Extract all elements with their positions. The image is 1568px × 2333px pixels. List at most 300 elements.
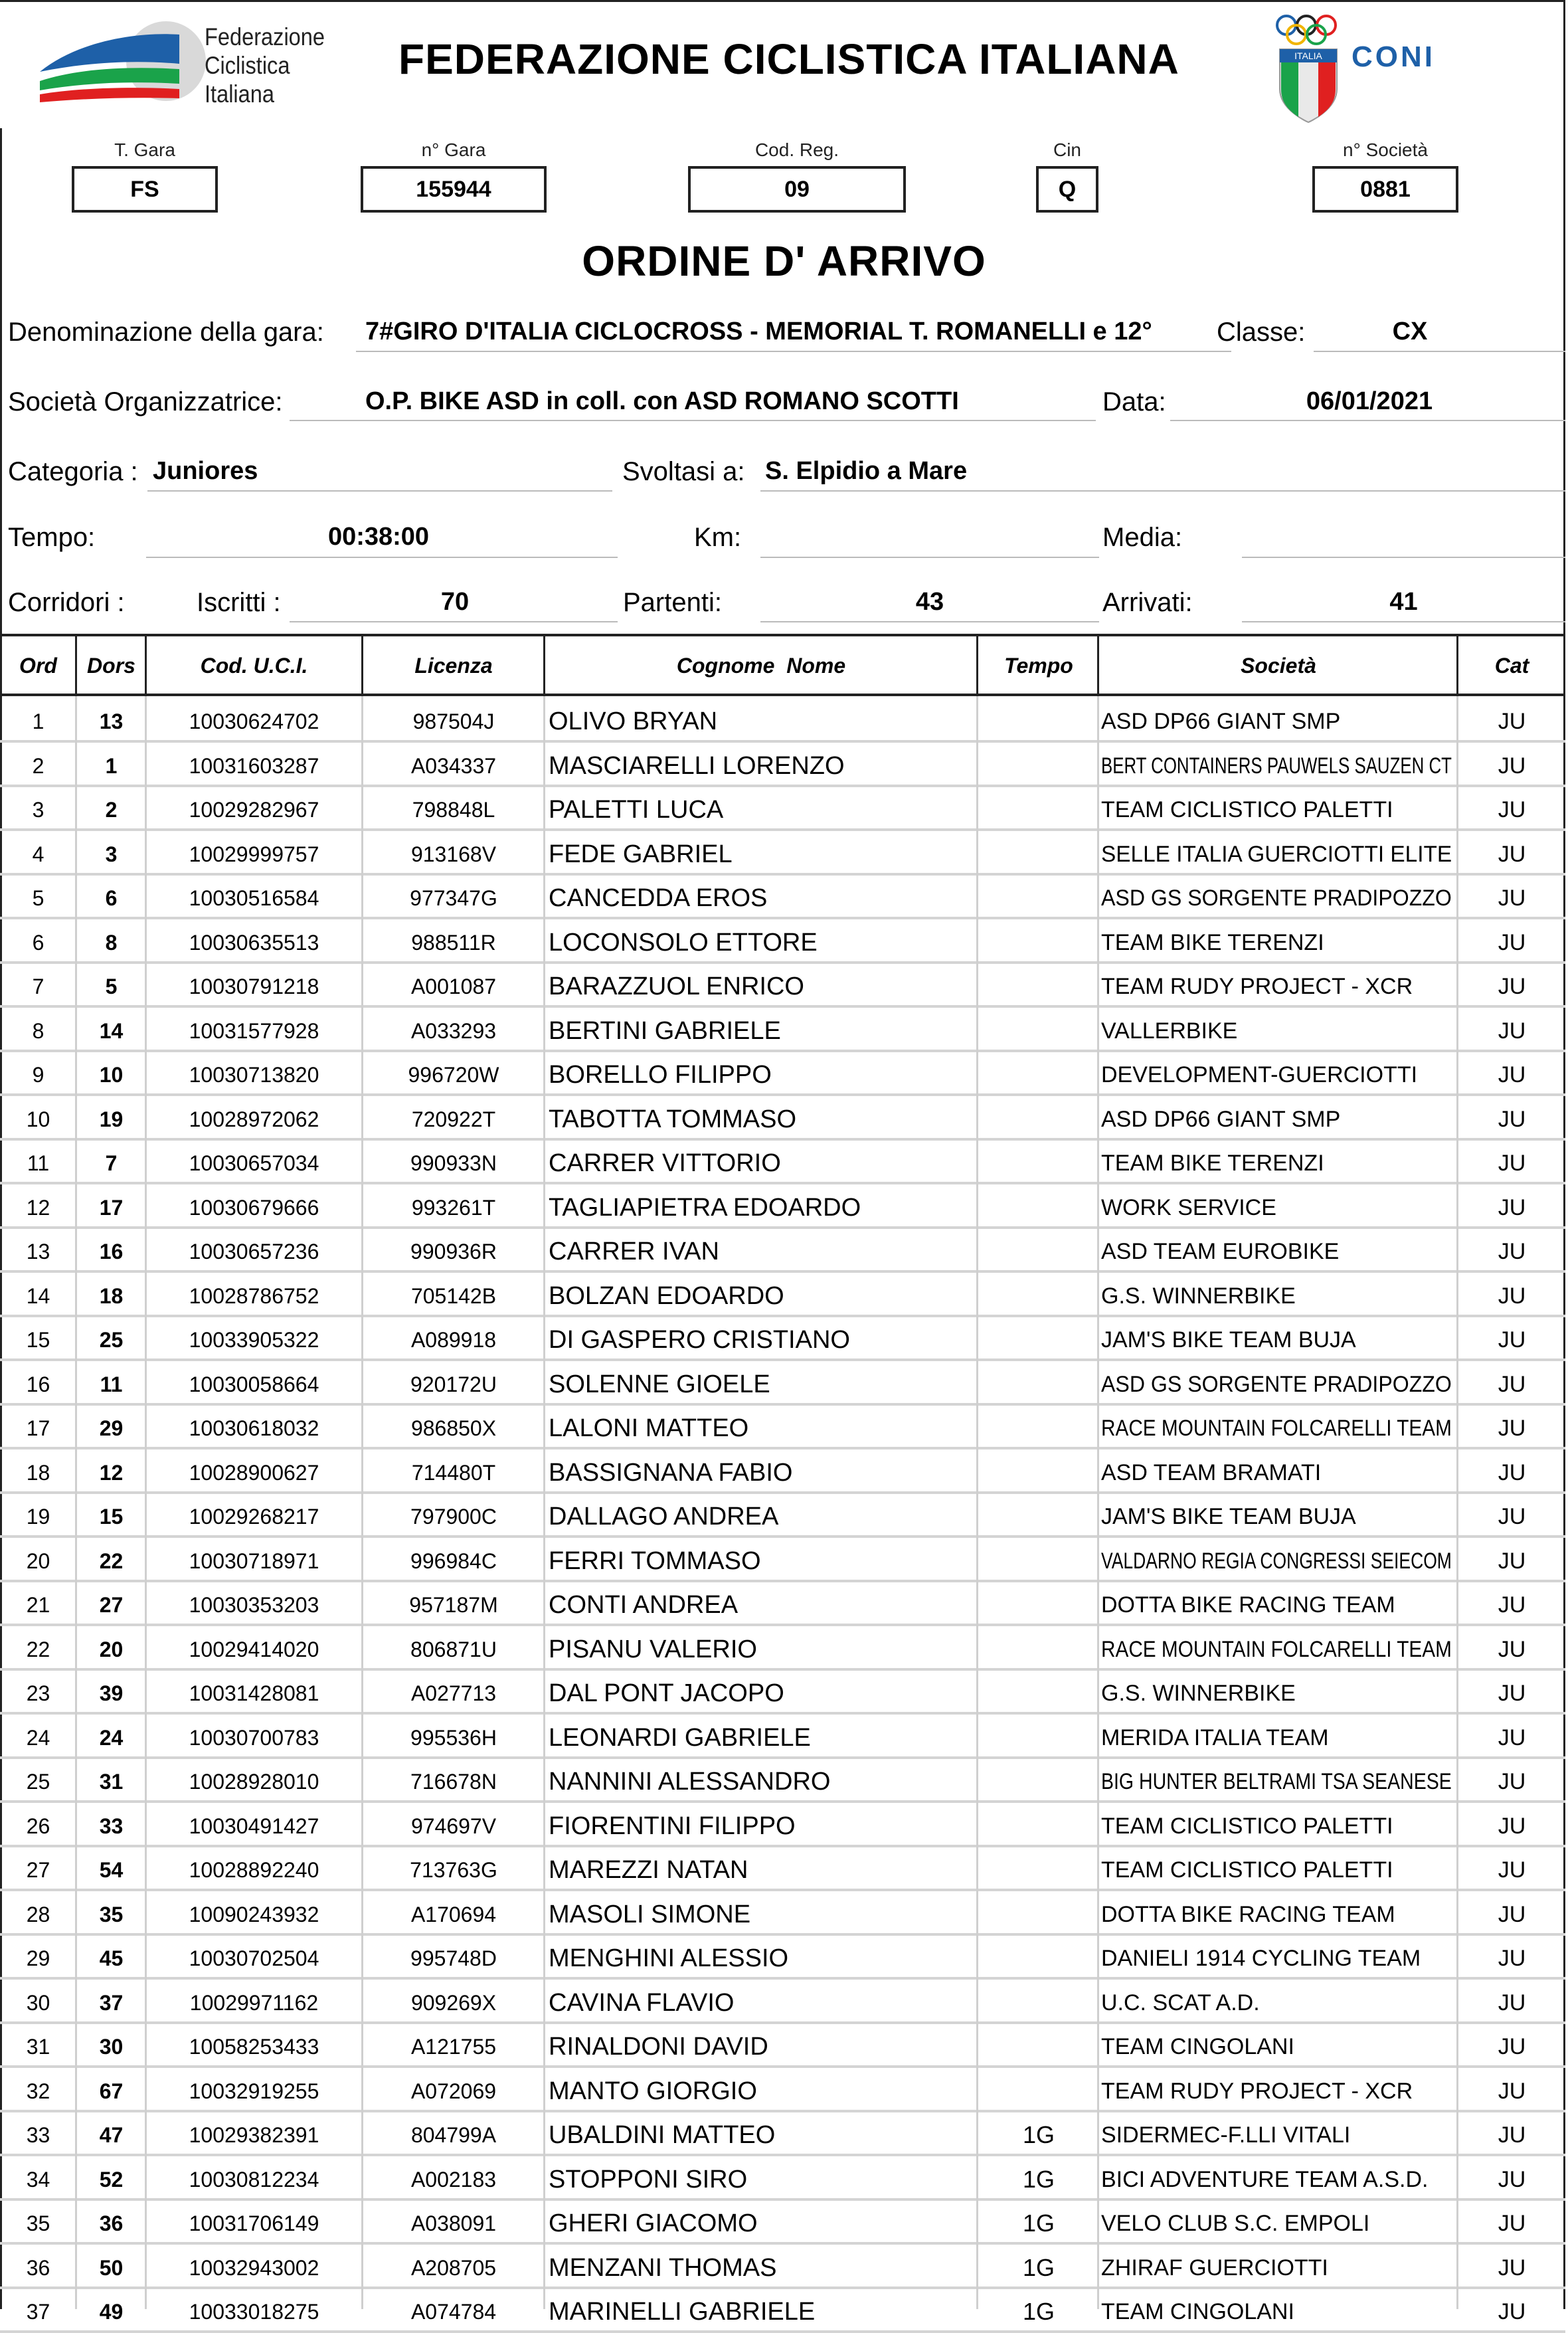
col-divider [145,696,147,2309]
fci-logo-text [205,23,325,108]
cell-tempo [978,1714,1099,1756]
cell-tempo [978,1537,1099,1580]
cell-licenza: 995536H [410,1726,497,1750]
cell-ord: 20 [26,1549,50,1573]
cell-nome: LALONI MATTEO [549,1414,749,1442]
cell-ord: 17 [26,1416,50,1440]
cell-societa-text: ZHIRAF GUERCIOTTI [1101,2255,1328,2281]
table-row [0,1051,1565,1093]
cell-cat: JU [1498,1592,1526,1618]
cell-cat: JU [1498,2255,1526,2281]
col-divider [145,635,147,696]
fci-logo-line: Federazione [205,23,325,50]
cell-tempo [978,1979,1099,2021]
cell-uci: 10030718971 [189,1549,319,1573]
cell-societa-text: VELO CLUB S.C. EMPOLI [1101,2211,1370,2236]
cell-societa-text: JAM'S BIKE TEAM BUJA [1101,1504,1356,1529]
iscritti-label: Iscritti : [197,588,281,617]
underline [356,351,1231,352]
cell-uci: 10030516584 [189,886,319,910]
cell-uci: 10028786752 [189,1284,319,1308]
cell-licenza: 996984C [410,1549,497,1573]
cell-uci: 10030791218 [189,975,319,998]
societa-org-value: O.P. BIKE ASD in coll. con ASD ROMANO SCOTTI [365,387,959,415]
cell-dors: 20 [99,1637,124,1661]
cell-nome: PALETTI LUCA [549,796,724,824]
classe-value: CX [1392,318,1428,345]
cell-ord: 30 [26,1991,50,2015]
table-row [0,1139,1565,1182]
cell-dors: 35 [99,1903,124,1926]
cell-licenza: 957187M [409,1593,498,1617]
cell-societa-text: G.S. WINNERBIKE [1101,1681,1296,1706]
cell-societa-text: TEAM RUDY PROJECT - XCR [1101,2079,1413,2104]
cell-societa [1101,1626,1460,1668]
underline [1170,420,1565,421]
col-divider [75,635,77,696]
cell-licenza: 977347G [410,886,497,910]
box-label-cod-reg: Cod. Reg. [754,140,839,160]
cell-societa [1101,742,1460,785]
coni-logo-icon [1272,11,1444,130]
cell-uci: 10033905322 [189,1328,319,1352]
cell-tempo [978,1360,1099,1403]
cell-nome: STOPPONI SIRO [549,2166,748,2193]
cell-dors: 37 [99,1991,124,2015]
col-divider [75,696,77,2309]
cell-nome: PISANU VALERIO [549,1635,757,1663]
table-row [0,1537,1565,1580]
cell-licenza: A170694 [410,1903,497,1926]
cell-tempo [978,1581,1099,1624]
cell-licenza: 988511R [411,931,496,955]
cell-societa [1101,1051,1460,1093]
cell-licenza: 804799A [410,2123,497,2147]
cell-licenza: A033293 [410,1019,497,1043]
cell-tempo [978,830,1099,873]
cell-ord: 13 [26,1240,50,1263]
cell-nome: MARINELLI GABRIELE [549,2298,816,2326]
cell-tempo [978,1316,1099,1358]
cell-tempo [978,1051,1099,1093]
cell-uci: 10030812234 [189,2168,319,2192]
box-cod-reg: 09 [688,166,906,213]
cell-tempo [978,919,1099,961]
cell-dors: 27 [99,1593,124,1617]
cell-societa-text: TEAM CINGOLANI [1101,2034,1294,2059]
cell-dors: 29 [99,1416,124,1440]
cell-licenza: 974697V [410,1814,497,1838]
row-divider [0,2330,1565,2333]
col-header-nome: Cognome Nome [676,654,846,678]
cell-dors: 52 [99,2168,124,2192]
cell-licenza: 920172U [410,1372,497,1396]
table-row [0,1449,1565,1491]
col-header-societa: Società [1241,654,1316,678]
cell-dors: 15 [99,1505,124,1529]
cell-societa-text: SELLE ITALIA GUERCIOTTI ELITE [1101,842,1452,867]
cell-societa [1101,1934,1460,1977]
table-row [0,1714,1565,1756]
cell-uci: 10030624702 [189,709,319,733]
table-row [0,1360,1565,1403]
table-row [0,1934,1565,1977]
cell-societa [1101,2244,1460,2286]
cell-uci: 10030657236 [189,1240,319,1263]
cell-societa [1101,1184,1460,1226]
cell-cat: JU [1498,1637,1526,1662]
cell-cat: JU [1498,753,1526,779]
cell-societa [1101,919,1460,961]
cell-cat: JU [1498,1107,1526,1132]
cell-societa-text: RACE MOUNTAIN FOLCARELLI TEAM [1101,1637,1452,1662]
cell-ord: 14 [26,1284,50,1308]
cell-uci: 10030679666 [189,1196,319,1220]
cell-societa [1101,963,1460,1005]
cell-uci: 10030491427 [189,1814,319,1838]
cell-nome: OLIVO BRYAN [549,707,718,735]
cell-uci: 10030700783 [189,1726,319,1750]
box-label-n-societa: n° Società [1343,140,1428,160]
cell-cat: JU [1498,1018,1526,1044]
arrivati-label: Arrivati: [1102,588,1193,617]
cell-cat: JU [1498,1814,1526,1839]
cell-societa [1101,1846,1460,1889]
cell-licenza: A038091 [410,2211,497,2235]
cell-dors: 47 [99,2123,124,2147]
cell-cat: JU [1498,1681,1526,1706]
cell-ord: 37 [26,2300,50,2324]
underline [760,557,1099,558]
cell-dors: 45 [99,1946,124,1970]
cell-licenza: 909269X [410,1991,497,2015]
cell-tempo [978,1846,1099,1889]
partenti-label: Partenti: [623,588,722,617]
cell-ord: 3 [32,798,44,822]
cell-ord: 24 [26,1726,50,1750]
cell-uci: 10029971162 [189,1991,319,2015]
cell-dors: 30 [99,2035,124,2059]
cell-societa-text: MERIDA ITALIA TEAM [1101,1725,1329,1750]
cell-ord: 10 [26,1107,50,1131]
table-row [0,2244,1565,2286]
cell-dors: 67 [99,2079,124,2103]
cell-licenza: 716678N [410,1770,497,1794]
table-row [0,698,1565,740]
cell-nome: MENZANI THOMAS [549,2254,777,2282]
cell-societa [1101,2111,1460,2154]
coni-logo-name: CONI [1351,41,1435,73]
cell-dors: 18 [99,1284,124,1308]
cell-societa [1101,1714,1460,1756]
cell-tempo [978,1758,1099,1800]
cell-dors: 49 [99,2300,124,2324]
col-divider [543,635,545,696]
cell-tempo: 1G [1022,2209,1055,2237]
cell-societa [1101,1758,1460,1800]
cell-cat: JU [1498,2299,1526,2324]
table-row [0,2156,1565,2198]
cell-licenza: A002183 [410,2168,497,2192]
cell-societa [1101,1228,1460,1270]
cell-nome: FEDE GABRIEL [549,840,733,868]
cell-nome: DAL PONT JACOPO [549,1679,784,1707]
table-row [0,1891,1565,1933]
cell-cat: JU [1498,1416,1526,1441]
cell-nome: DALLAGO ANDREA [549,1503,779,1531]
cell-tempo [978,1095,1099,1138]
cell-societa [1101,1404,1460,1447]
cell-societa-text: ASD GS SORGENTE PRADIPOZZO [1101,1372,1452,1397]
cell-societa-text: TEAM BIKE TERENZI [1101,930,1324,955]
cell-uci: 10032919255 [189,2079,319,2103]
cell-tempo [978,1007,1099,1050]
cell-societa-text: DEVELOPMENT-GUERCIOTTI [1101,1062,1418,1087]
cell-dors: 19 [99,1107,124,1131]
cell-uci: 10031603287 [189,754,319,778]
cell-cat: JU [1498,2034,1526,2059]
col-divider [976,696,978,2309]
cell-societa-text: TEAM RUDY PROJECT - XCR [1101,974,1413,999]
cell-ord: 15 [26,1328,50,1352]
cell-nome: BOLZAN EDOARDO [549,1282,784,1310]
cell-cat: JU [1498,974,1526,999]
cell-ord: 32 [26,2079,50,2103]
cell-tempo [978,1802,1099,1845]
cell-licenza: A208705 [410,2256,497,2280]
cell-dors: 24 [99,1726,124,1750]
cell-nome: TAGLIAPIETRA EDOARDO [549,1194,861,1222]
cell-tempo [978,1626,1099,1668]
cell-societa [1101,2156,1460,2198]
cell-dors: 54 [99,1858,124,1882]
cell-dors: 5 [105,975,118,998]
underline [147,490,612,492]
table-row [0,2067,1565,2110]
cell-ord: 31 [26,2035,50,2059]
cell-societa-text: TEAM BIKE TERENZI [1101,1151,1324,1176]
cell-societa [1101,1979,1460,2021]
cell-ord: 28 [26,1903,50,1926]
partenti-value: 43 [915,588,944,616]
cell-licenza: 913168V [410,842,497,866]
cell-societa-text: ASD GS SORGENTE PRADIPOZZO [1101,886,1452,911]
table-row [0,919,1565,961]
cell-cat: JU [1498,1857,1526,1883]
underline [760,490,1565,492]
cell-tempo [978,2067,1099,2110]
cell-societa [1101,1272,1460,1315]
box-label-t-gara: T. Gara [114,140,175,160]
tempo-value: 00:38:00 [327,523,430,551]
cell-dors: 8 [105,931,118,955]
cell-societa-text: BIG HUNTER BELTRAMI TSA SEANESE [1101,1769,1452,1794]
cell-cat: JU [1498,1283,1526,1309]
cell-dors: 25 [99,1328,124,1352]
iscritti-value: 70 [440,588,470,616]
col-header-tempo: Tempo [1004,654,1073,678]
box-n-societa: 0881 [1312,166,1458,213]
cell-licenza: 986850X [410,1416,497,1440]
cell-uci: 10030058664 [189,1372,319,1396]
underline [290,621,618,622]
cell-nome: MASCIARELLI LORENZO [549,752,845,780]
cell-uci: 10031577928 [189,1019,319,1043]
cell-ord: 7 [32,975,44,998]
table-row [0,1758,1565,1800]
cell-societa-text: DOTTA BIKE RACING TEAM [1101,1592,1395,1618]
cell-dors: 39 [99,1681,124,1705]
box-cin: Q [1036,166,1098,213]
cell-tempo [978,786,1099,828]
cell-dors: 50 [99,2256,124,2280]
cell-licenza: A074784 [410,2300,497,2324]
col-divider [543,696,545,2309]
cell-ord: 19 [26,1505,50,1529]
cell-licenza: 987504J [412,709,495,733]
cell-ord: 11 [27,1151,50,1175]
cell-licenza: 990933N [410,1151,497,1175]
cell-societa [1101,2067,1460,2110]
cell-licenza: A001087 [410,975,497,998]
table-row [0,1493,1565,1535]
table-row [0,2288,1565,2330]
cell-ord: 33 [26,2123,50,2147]
cell-uci: 10090243932 [189,1903,319,1926]
table-row [0,874,1565,917]
cell-societa [1101,1581,1460,1624]
denominazione-label: Denominazione della gara: [8,318,324,347]
table-row [0,1846,1565,1889]
cell-cat: JU [1498,1902,1526,1927]
cell-uci: 10028928010 [189,1770,319,1794]
table-row [0,1802,1565,1845]
cell-uci: 10029282967 [189,798,319,822]
cell-nome: LOCONSOLO ETTORE [549,929,818,957]
underline [290,420,1096,421]
cell-uci: 10029268217 [189,1505,319,1529]
cell-dors: 6 [105,886,118,910]
cell-societa-text: TEAM CICLISTICO PALETTI [1101,1857,1393,1883]
cell-societa [1101,1449,1460,1491]
cell-tempo: 1G [1022,2166,1055,2193]
cell-nome: TABOTTA TOMMASO [549,1105,797,1133]
cell-licenza: A034337 [410,754,497,778]
cell-dors: 7 [105,1151,118,1175]
cell-societa [1101,1007,1460,1050]
cell-licenza: 995748D [410,1946,497,1970]
cell-nome: SOLENNE GIOELE [549,1370,770,1398]
categoria-value: Juniores [153,457,258,485]
cell-licenza: 996720W [408,1063,499,1087]
col-divider [361,696,363,2309]
cell-societa-text: DOTTA BIKE RACING TEAM [1101,1902,1395,1927]
underline [1242,557,1565,558]
col-divider [1456,696,1458,2309]
table-row [0,830,1565,873]
table-row [0,786,1565,828]
col-header-licenza: Licenza [414,654,493,678]
fci-logo-line: Ciclistica [205,52,290,79]
cell-tempo [978,1669,1099,1712]
cell-dors: 22 [99,1549,124,1573]
table-row [0,1581,1565,1624]
section-title: ORDINE D' ARRIVO [582,237,986,285]
cell-societa-text: TEAM CICLISTICO PALETTI [1101,797,1393,822]
media-label: Media: [1102,523,1183,552]
cell-cat: JU [1498,709,1526,734]
cell-nome: CAVINA FLAVIO [549,1989,735,2017]
table-row [0,1404,1565,1447]
cell-cat: JU [1498,1460,1526,1485]
cell-societa-text: BICI ADVENTURE TEAM A.S.D. [1101,2167,1429,2192]
cell-uci: 10028900627 [189,1461,319,1485]
underline [146,557,618,558]
cell-societa [1101,698,1460,740]
cell-tempo: 1G [1022,2254,1055,2281]
cell-dors: 14 [99,1019,124,1043]
cell-societa-text: TEAM CINGOLANI [1101,2299,1294,2324]
cell-tempo [978,1272,1099,1315]
cell-cat: JU [1498,2167,1526,2192]
cell-licenza: 714480T [411,1461,496,1485]
cell-societa [1101,830,1460,873]
cell-cat: JU [1498,1990,1526,2015]
cell-cat: JU [1498,1372,1526,1397]
col-header-ord: Ord [19,654,57,678]
cell-licenza: A121755 [410,2035,497,2059]
col-divider [361,635,363,696]
cell-tempo [978,963,1099,1005]
cell-cat: JU [1498,930,1526,955]
cell-ord: 5 [32,886,44,910]
cell-dors: 17 [99,1196,124,1220]
cell-ord: 6 [32,931,44,955]
cell-tempo [978,1934,1099,1977]
cell-societa-text: WORK SERVICE [1101,1195,1276,1220]
cell-nome: MANTO GIORGIO [549,2077,757,2105]
cell-societa-text: ASD TEAM BRAMATI [1101,1460,1322,1485]
cell-uci: 10030657034 [189,1151,319,1175]
classe-label: Classe: [1217,318,1306,347]
cell-ord: 27 [26,1858,50,1882]
table-row [0,1095,1565,1138]
cell-uci: 10030635513 [189,931,319,955]
cell-nome: MENGHINI ALESSIO [549,1944,789,1972]
cell-societa-text: JAM'S BIKE TEAM BUJA [1101,1327,1356,1353]
cell-societa [1101,1891,1460,1933]
table-row [0,2023,1565,2065]
box-label-n-gara: n° Gara [421,140,486,160]
table-row [0,1669,1565,1712]
cell-tempo [978,1228,1099,1270]
arrivati-value: 41 [1389,588,1418,616]
table-row [0,1184,1565,1226]
cell-societa-text: RACE MOUNTAIN FOLCARELLI TEAM [1101,1416,1452,1441]
cell-nome: MAREZZI NATAN [549,1856,748,1884]
cell-ord: 9 [32,1063,44,1087]
cell-uci: 10029414020 [189,1637,319,1661]
cell-tempo [978,874,1099,917]
cell-licenza: 806871U [410,1637,497,1661]
cell-dors: 2 [105,798,118,822]
cell-societa [1101,786,1460,828]
cell-cat: JU [1498,1151,1526,1176]
cell-cat: JU [1498,1239,1526,1264]
cell-societa [1101,1095,1460,1138]
box-label-cin: Cin [1053,140,1081,160]
cell-licenza: A072069 [410,2079,497,2103]
